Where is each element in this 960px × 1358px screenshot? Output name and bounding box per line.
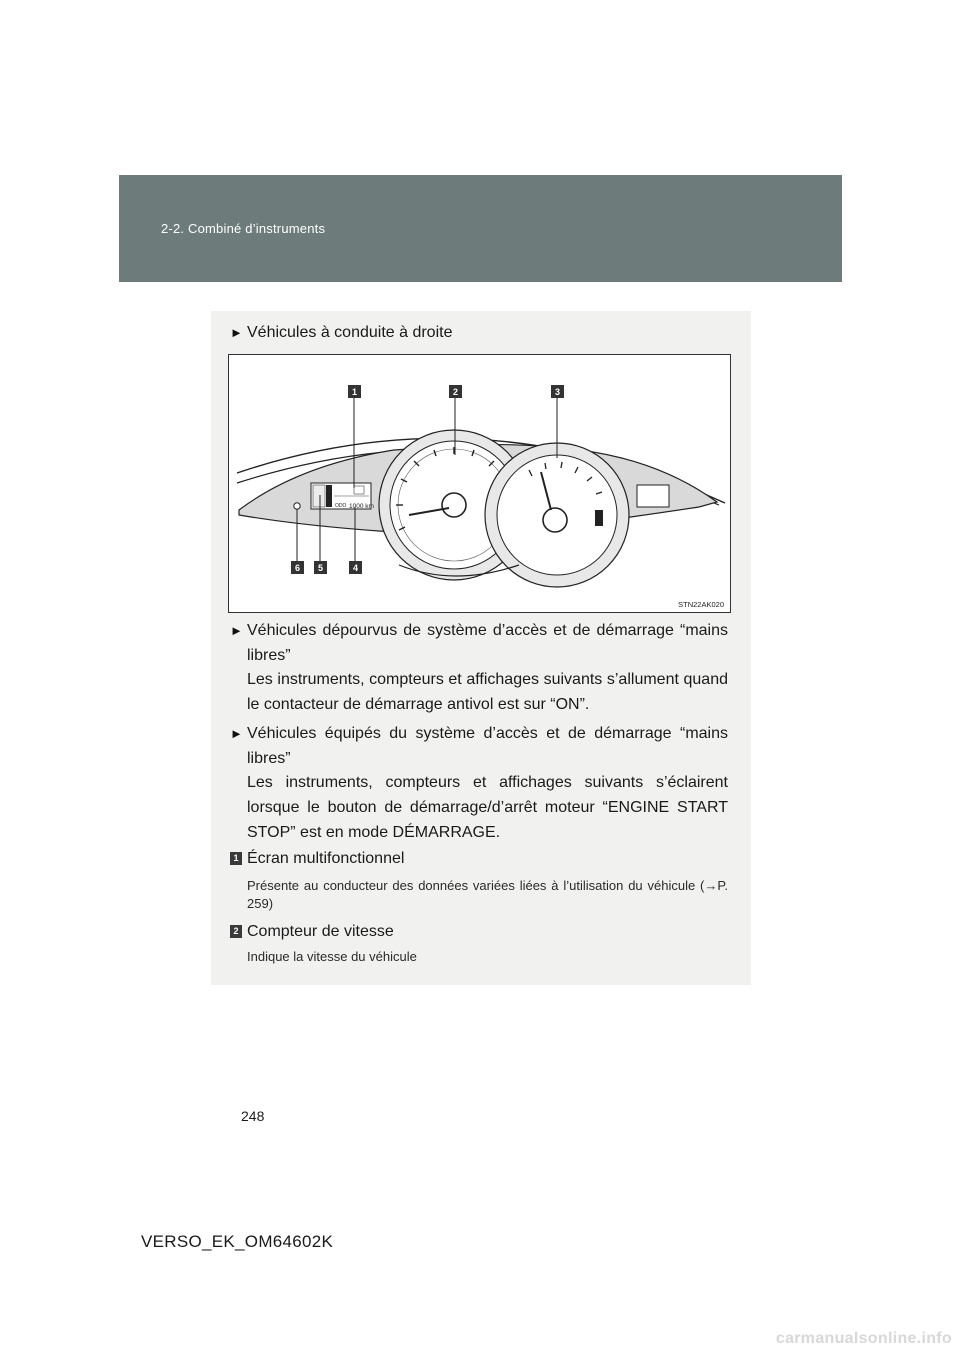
odo-label: ODO xyxy=(335,503,347,509)
callout-1: 1 xyxy=(351,387,358,397)
triangle-bullet-icon: ► xyxy=(230,726,243,741)
page-number: 248 xyxy=(241,1108,265,1124)
bullet-label: Véhicules dépourvus de système d’accès et de démarrage “mains libres” xyxy=(247,622,728,664)
callout-2: 2 xyxy=(452,387,459,397)
bullet-label: Véhicules équipés du système d’accès et de démarrage “mains libres” xyxy=(247,725,728,767)
item-speedometer xyxy=(230,921,394,943)
odo-km-value: 1000 km xyxy=(349,503,374,510)
bullet-paragraph: Les instruments, compteurs et affichages suivants s’allument quand le contacteur de démarrage antivol est sur “ON”. xyxy=(247,671,728,713)
item-number-badge: 2 xyxy=(230,925,242,938)
triangle-bullet-icon: ► xyxy=(230,623,243,638)
callout-3: 3 xyxy=(554,387,561,397)
instrument-cluster-figure xyxy=(228,354,731,613)
bullet-smart-entry xyxy=(230,721,728,771)
item-title: Compteur de vitesse xyxy=(247,923,394,940)
bullet-no-smart-entry xyxy=(230,618,728,668)
instrument-cluster-illustration xyxy=(229,355,730,612)
item-title: Écran multifonctionnel xyxy=(247,850,405,867)
item-number-badge: 1 xyxy=(230,852,242,865)
figure-code: STN22AK020 xyxy=(678,600,724,609)
triangle-bullet-icon: ► xyxy=(230,325,243,340)
item-description: Présente au conducteur des données variées liées à l’utilisation du véhicule (→P. 259) xyxy=(247,878,728,911)
section-title: 2-2. Combiné d’instruments xyxy=(161,221,326,236)
content-box xyxy=(211,311,751,985)
document-code: VERSO_EK_OM64602K xyxy=(141,1232,334,1251)
bullet-rhd xyxy=(230,320,728,345)
callout-5: 5 xyxy=(317,563,324,573)
item-multifunction-display xyxy=(230,848,404,870)
section-header xyxy=(119,175,842,282)
callout-6: 6 xyxy=(294,563,301,573)
watermark: carmanualsonline.info xyxy=(775,1330,952,1347)
callout-4: 4 xyxy=(352,563,359,573)
item-description: Indique la vitesse du véhicule xyxy=(247,949,417,964)
bullet-paragraph: Les instruments, compteurs et affichages suivants s’éclairent lorsque le bouton de démarrage/d’arrêt moteur “ENGINE START STOP” est en mode DÉMARRAGE. xyxy=(247,774,728,841)
bullet-label: Véhicules à conduite à droite xyxy=(247,324,453,341)
